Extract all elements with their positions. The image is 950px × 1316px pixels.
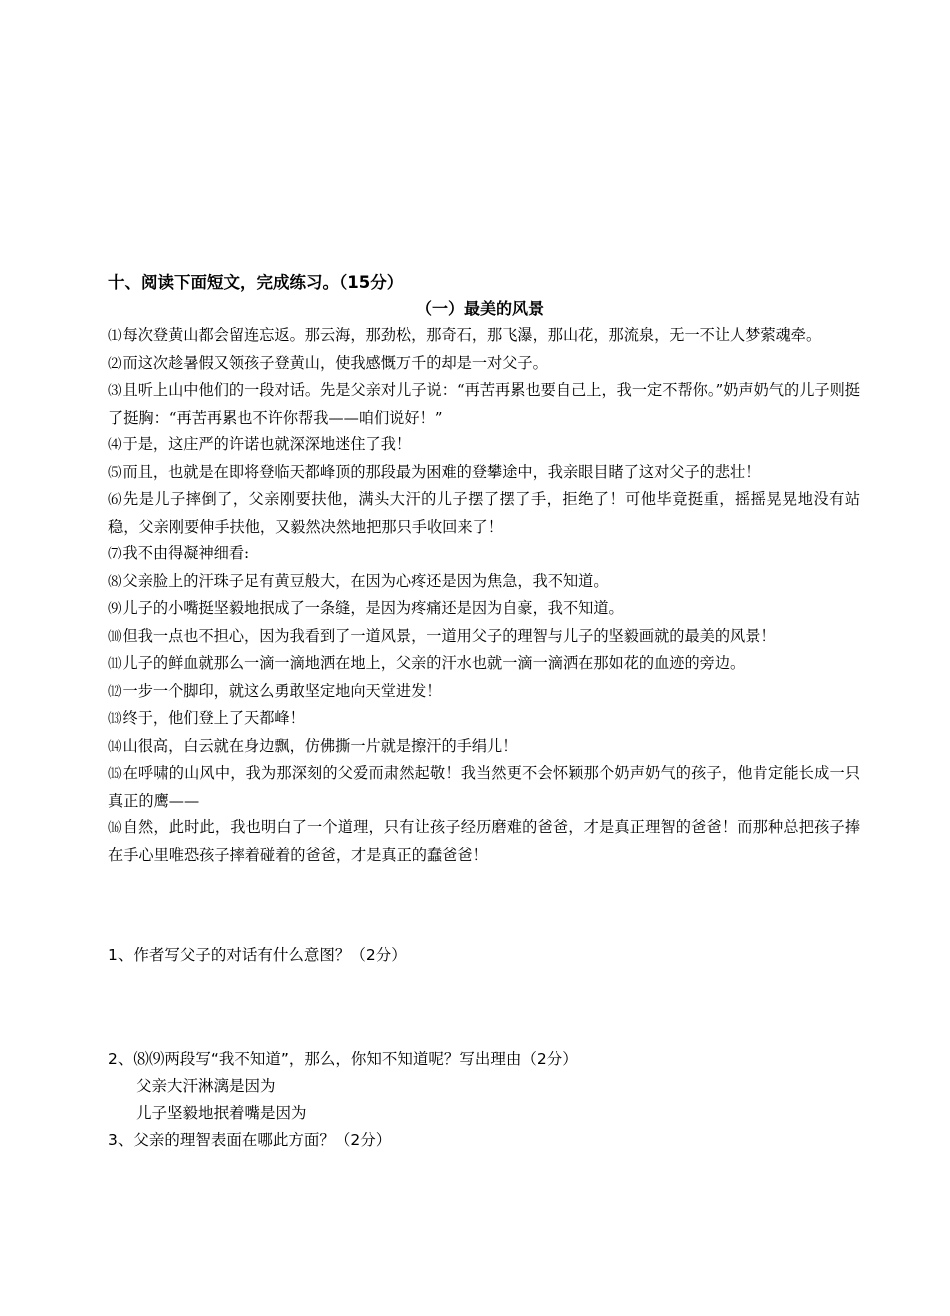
paragraph <box>108 486 860 540</box>
paragraph <box>108 322 860 350</box>
paragraph-text: 而这次趁暑假又领孩子登黄山，使我感慨万千的却是一对父子。 <box>122 353 548 372</box>
question-1: 1、作者写父子的对话有什么意图？（2分） <box>108 946 407 964</box>
paragraph <box>108 814 860 868</box>
paragraph <box>108 595 860 623</box>
paragraph-text: 一步一个脚印，就这么勇敢坚定地向天堂进发！ <box>122 681 442 700</box>
article-title: （一）最美的风景 <box>415 299 544 318</box>
paragraph-number: ⑺ <box>108 546 122 562</box>
paragraph-number: ⒁ <box>108 738 122 755</box>
paragraph <box>108 678 860 706</box>
paragraph-text: 在呼啸的山风中，我为那深刻的父爱而肃然起敬！我当然更不会怀颖那个奶声奶气的孩子，他肯定能长成一只真正的鹰—— <box>108 764 861 810</box>
paragraph <box>108 431 860 459</box>
paragraph-number: ⑻ <box>108 573 122 590</box>
paragraph-text: 父亲脸上的汗珠子足有黄豆般大，在因为心疼还是因为焦急，我不知道。 <box>122 571 609 590</box>
paragraph <box>108 650 860 678</box>
article-body <box>108 322 860 868</box>
paragraph-text: 儿子的小嘴挺坚毅地抿成了一条缝，是因为疼痛还是因为自豪，我不知道。 <box>122 599 624 617</box>
paragraph <box>108 568 860 596</box>
question-3: 3、父亲的理智表面在哪此方面？（2分） <box>108 1131 392 1149</box>
paragraph <box>108 350 860 378</box>
paragraph-text: 自然，此时此，我也明白了一个道理，只有让孩子经历磨难的爸爸，才是真正理智的爸爸！而那种总把孩子捧在手心里唯恐孩子摔着碰着的爸爸，才是真正的蠢爸爸！ <box>108 818 861 864</box>
question-2: 2、⑻⑼两段写“我不知道”，那么，你知不知道呢？写出理由（2分） <box>108 1050 578 1068</box>
paragraph-text: 每次登黄山都会留连忘返。那云海，那劲松，那奇石，那飞瀑，那山花，那流泉，无一不让人梦萦魂牵。 <box>122 326 822 344</box>
paragraph-number: ⑵ <box>108 355 122 372</box>
paragraph-number: ⑷ <box>108 437 122 453</box>
paragraph-number: ⑴ <box>108 328 122 344</box>
paragraph-text: 儿子的鲜血就那么一滴一滴地洒在地上，父亲的汗水也就一滴一滴洒在那如花的血迹的旁边。 <box>122 654 746 672</box>
paragraph-text: 我不由得凝神细看: <box>122 544 250 562</box>
paragraph-number: ⑽ <box>108 628 122 645</box>
paragraph-number: ⑾ <box>108 656 122 672</box>
paragraph-text: 山很高，白云就在身边飘，仿佛撕一片就是擦汗的手绢儿！ <box>122 736 518 755</box>
paragraph <box>108 733 860 761</box>
section-heading: 十、阅读下面短文，完成练习。（15分） <box>108 273 404 292</box>
paragraph <box>108 377 860 431</box>
paragraph-number: ⑸ <box>108 464 122 481</box>
paragraph-text: 而且，也就是在即将登临天都峰顶的那段最为困难的登攀途中，我亲眼目睹了这对父子的悲壮！ <box>122 462 761 481</box>
question-2-prompt-father: 父亲大汗淋漓是因为 <box>136 1077 276 1095</box>
paragraph <box>108 705 860 733</box>
paragraph-text: 终于，他们登上了天都峰！ <box>122 709 305 727</box>
paragraph-text: 且听上山中他们的一段对话。先是父亲对儿子说：“再苦再累也要自己上，我一定不帮你。”奶声奶气的儿子则挺了挺胸：“再苦再累也不许你帮我——咱们说好！” <box>108 381 860 427</box>
question-2-prompt-son: 儿子坚毅地抿着嘴是因为 <box>136 1104 307 1122</box>
paragraph-text: 于是，这庄严的许诺也就深深地迷住了我！ <box>122 435 412 453</box>
paragraph-text: 但我一点也不担心，因为我看到了一道风景，一道用父子的理智与儿子的坚毅画就的最美的风景！ <box>122 626 776 645</box>
paragraph <box>108 459 860 487</box>
paragraph-number: ⑼ <box>108 601 122 617</box>
paragraph-number: ⒂ <box>108 766 122 782</box>
paragraph-number: ⑿ <box>108 683 122 700</box>
paragraph <box>108 760 860 814</box>
paragraph-text: 先是儿子摔倒了，父亲刚要扶他，满头大汗的儿子摆了摆了手，拒绝了！可他毕竟挺重，摇摇晃晃地没有站稳，父亲刚要伸手扶他，又毅然决然地把那只手收回来了！ <box>108 490 861 536</box>
paragraph <box>108 623 860 651</box>
paragraph-number: ⒃ <box>108 820 122 836</box>
paragraph-number: ⒀ <box>108 711 122 727</box>
paragraph-number: ⑹ <box>108 492 123 508</box>
paragraph <box>108 540 860 568</box>
paragraph-number: ⑶ <box>108 383 122 399</box>
